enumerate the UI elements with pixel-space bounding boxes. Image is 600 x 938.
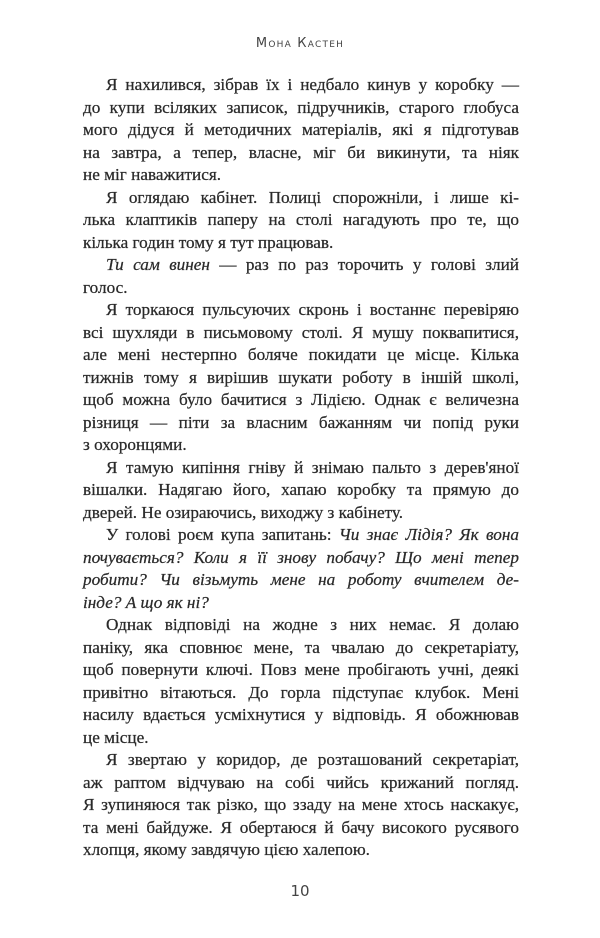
text-line xyxy=(83,592,519,615)
italic-questions: почувається? Коли я її знову побачу? Що мені тепер xyxy=(83,547,519,567)
text-line: Я нахилився, зібрав їх і недбало кинув у коробку — xyxy=(106,75,519,94)
text-line: насилу вдається усміхнутися у відповідь. Я обожнював xyxy=(83,705,519,724)
text-line: мого дідуся й методичних матеріалів, які я підготував xyxy=(83,120,519,139)
text-line: привітно вітаються. До горла підступає клубок. Мені xyxy=(83,682,519,702)
text-line: з охоронцями. xyxy=(83,435,187,454)
text-line: вішалки. Надягаю його, хапаю коробку та прямую до xyxy=(83,480,519,499)
italic-questions: робити? Чи візьмуть мене на роботу вчителем де- xyxy=(83,570,519,589)
paragraph-6 xyxy=(83,524,519,614)
text-line: всі шухляди в письмовому столі. Я мушу поквапитися, xyxy=(83,322,519,342)
text-line: Я зупиняюся так різко, що ззаду на мене хтось наскакує, xyxy=(83,795,519,814)
text-line: хлопця, якому завдячую цією халепою. xyxy=(83,840,370,859)
text-line: Я оглядаю кабінет. Полиці спорожніли, і лише кі- xyxy=(106,187,519,207)
text-line: до купи всіляких записок, підручників, старого глобуса xyxy=(83,97,519,117)
paragraph-5 xyxy=(83,457,519,525)
text-line xyxy=(83,569,519,592)
text-line: щоб повернути ключі. Повз мене пробігають учні, деякі xyxy=(83,660,519,679)
paragraph-7 xyxy=(83,614,519,749)
paragraph-2 xyxy=(83,187,519,255)
text-line xyxy=(83,547,519,570)
text-line: аж раптом відчуваю на собі чийсь крижаний погляд. xyxy=(83,772,519,792)
text-line: Я звертаю у коридор, де розташований секретаріат, xyxy=(106,750,519,769)
text-line: щоб можна було бачитися з Лідією. Однак є величезна xyxy=(83,390,519,409)
paragraph-3 xyxy=(83,254,519,299)
running-head-author: Мона Кастен xyxy=(255,36,345,51)
text-line: голос. xyxy=(83,277,128,297)
text-line: але мені нестерпно боляче покидати це місце. Кілька xyxy=(83,345,519,364)
text-line: лька клаптиків паперу на столі нагадують про те, що xyxy=(83,210,519,229)
text-line: не міг наважитися. xyxy=(83,165,222,184)
text-line: дверей. Не озираючись, виходжу з кабінету. xyxy=(83,502,404,522)
text-line: та мені байдуже. Я обертаюся й бачу високого русявого xyxy=(83,817,519,837)
text-line: кілька годин тому я тут працював. xyxy=(83,232,334,252)
paragraph-8 xyxy=(83,749,519,862)
body-text xyxy=(83,74,519,862)
text-line: паніку, яка сповнює мене, та чвалаю до секретаріату, xyxy=(83,637,519,657)
text-line: це місце. xyxy=(83,727,149,747)
italic-questions: інде? А що як ні? xyxy=(83,592,209,612)
text-line: Однак відповіді на жодне з них немає. Я долаю xyxy=(106,615,519,634)
paragraph-1 xyxy=(83,74,519,187)
paragraph-4 xyxy=(83,299,519,457)
page-number: 10 xyxy=(290,882,310,900)
text-fragment: У голові роєм купа запитань: xyxy=(106,525,339,544)
italic-thought: Ти сам винен xyxy=(106,255,210,274)
text-line xyxy=(83,524,519,547)
text-line: тижнів тому я вирішив шукати роботу в іншій школі, xyxy=(83,367,519,387)
text-line: Я тамую кипіння гніву й знімаю пальто з дерев'яної xyxy=(106,457,519,477)
italic-questions: Чи знає Лідія? Як вона xyxy=(338,525,519,544)
text-line xyxy=(83,254,519,277)
text-fragment: — раз по раз торочить у голові злий xyxy=(209,255,519,274)
text-line: Я торкаюся пульсуючих скронь і востаннє перевіряю xyxy=(106,300,519,319)
text-line: на завтра, а тепер, власне, міг би викинути, та ніяк xyxy=(83,142,519,162)
text-line: різниця — піти за власним бажанням чи попід руки xyxy=(83,412,519,432)
